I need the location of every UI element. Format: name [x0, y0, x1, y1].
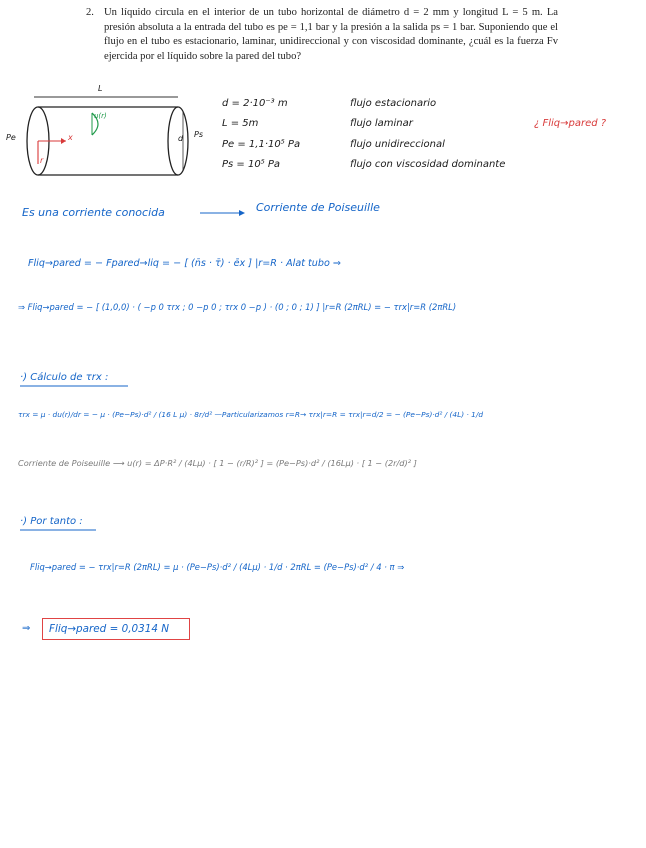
x-axis-arrowhead: [61, 138, 66, 144]
flow-viscous: flujo con viscosidad dominante: [350, 159, 506, 170]
flow-steady: flujo estacionario: [350, 98, 437, 109]
given-diameter: d = 2·10⁻³ m: [222, 98, 288, 109]
known-flow-left: Es una corriente conocida: [22, 206, 165, 219]
answer-box: [42, 618, 190, 640]
flow-laminar: flujo laminar: [350, 118, 413, 129]
poiseuille-line: Corriente de Poiseuille ⟶ u(r) = ΔP·R² / (4Lμ) · [ 1 − (r/R)² ] = (Pe−Ps)·d² / (16Lμ) · [ 1 − (2r/d)² ]: [18, 458, 417, 468]
diagram-ps-label: Ps: [194, 130, 203, 139]
final-line: Fliq→pared = − τrx|r=R (2πRL) = μ · (Pe−Ps)·d² / (4Lμ) · 1/d · 2πRL = (Pe−Ps)·d² / 4 · π ⇒: [30, 562, 405, 572]
force-line-2: ⇒ Fliq→pared = − [ (1,0,0) · ( −p 0 τrx ; 0 −p 0 ; τrx 0 −p ) · (0 ; 0 ; 1) ] |r=R (2πRL) = − τrx|r=R (2πRL): [18, 302, 457, 312]
diagram-x-label: x: [68, 133, 73, 142]
question-note: ¿ Fliq→pared ?: [534, 118, 607, 129]
diagram-r-label: r: [40, 156, 44, 165]
known-flow-right: Corriente de Poiseuille: [256, 201, 380, 214]
problem-number: 2.: [86, 7, 94, 18]
answer-arrow: ⇒: [22, 623, 31, 634]
diagram-length-label: L: [98, 84, 103, 93]
given-length: L = 5m: [222, 118, 259, 129]
known-flow-arrowhead: [239, 210, 245, 216]
given-outlet-pressure: Ps = 10⁵ Pa: [222, 159, 281, 170]
heading-tau: ·) Cálculo de τrx :: [20, 372, 109, 383]
diagram-pe-label: Pe: [6, 133, 16, 142]
answer-value: Fliq→pared = 0,0314 N: [49, 623, 170, 635]
problem-text: Un líquido circula en el interior de un tubo horizontal de diámetro d = 2 mm y longitud L = 5 m. La presión absoluta a la entrada del tubo es pe = 1,1 bar y la presión a la salida ps = 1 bar. Suponiendo que el flujo en el tubo es estacionario, laminar, unidireccional y con viscosidad dominante, ¿cuál es la fuerza Fv ejercida por el líquido sobre la pared del tubo?: [104, 7, 558, 62]
force-line-1: Fliq→pared = − Fpared→liq = − [ (n̄s · τ̄) · ēx ] |r=R · Alat tubo ⇒: [28, 258, 341, 269]
tau-line: τrx = μ · du(r)/dr = − μ · (Pe−Ps)·d² / (16 L μ) · 8r/d² —Particularizamos r=R→ τrx|r=R = τrx|r=d/2 = − (Pe−Ps)·d² / (4L) · 1/d: [18, 410, 484, 419]
given-inlet-pressure: Pe = 1,1·10⁵ Pa: [222, 139, 301, 150]
heading-total: ·) Por tanto :: [20, 516, 83, 527]
flow-unidirectional: flujo unidireccional: [350, 139, 445, 150]
diagram-d-label: d: [178, 134, 184, 143]
diagram-u-label: u(r): [94, 112, 107, 120]
